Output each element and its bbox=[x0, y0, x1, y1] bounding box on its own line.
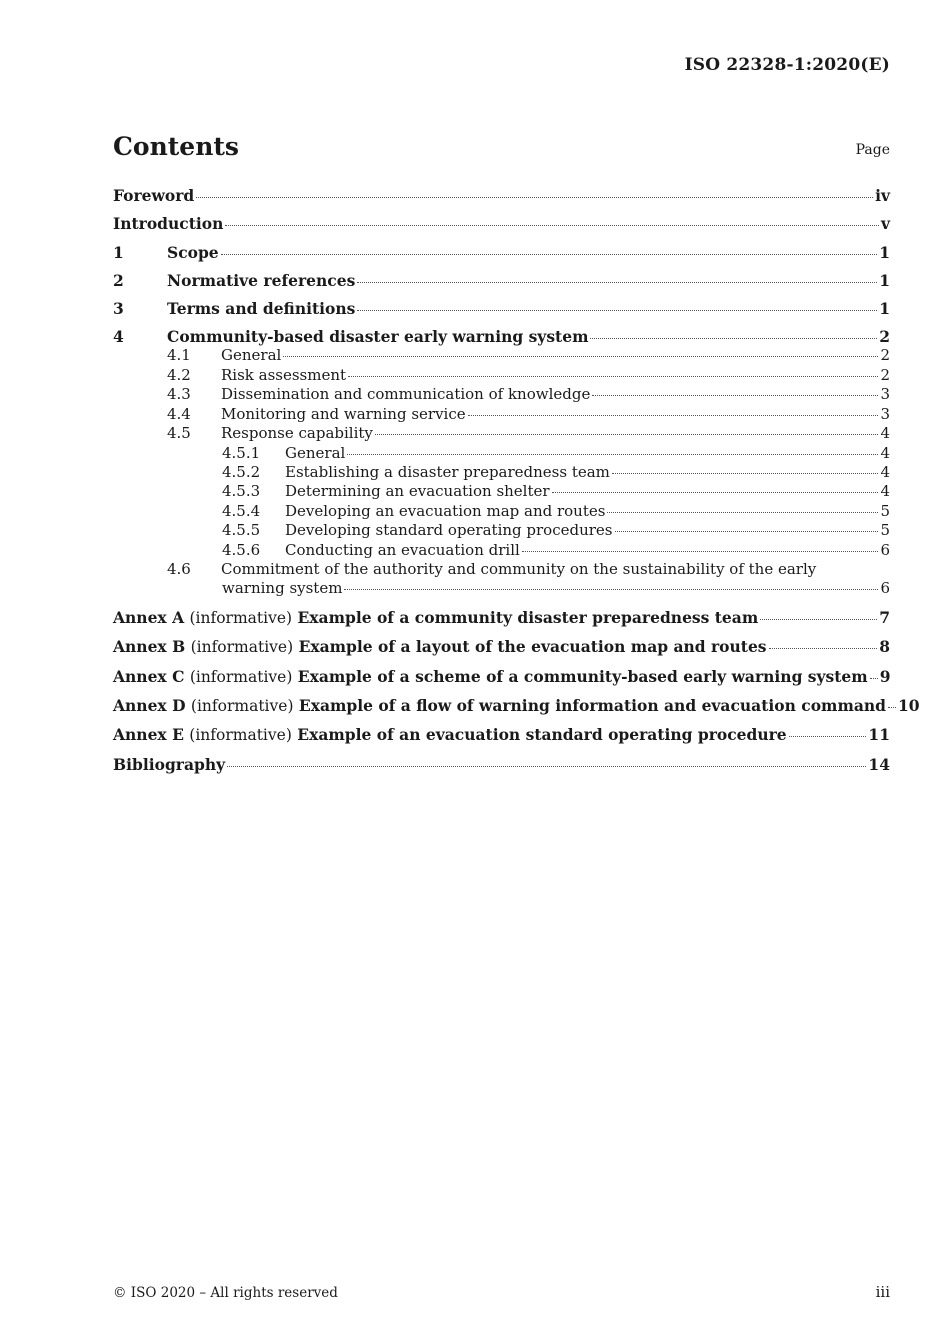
dot-leader bbox=[357, 282, 877, 283]
dot-leader bbox=[522, 551, 879, 552]
toc-entry-page: 4 bbox=[880, 482, 890, 501]
clause-number: 4.4 bbox=[167, 404, 191, 423]
toc-entry-title: Dissemination and communication of knowledge bbox=[221, 385, 591, 404]
toc-entry-title: Commitment of the authority and community on the sustainability of the early bbox=[221, 559, 817, 578]
annex-label: Annex D bbox=[113, 695, 186, 715]
dot-leader bbox=[888, 707, 896, 708]
annex-title: Example of a layout of the evacuation map and routes bbox=[298, 637, 767, 657]
toc-entry-4-5-3[interactable] bbox=[113, 482, 890, 501]
toc-entry-4-6[interactable] bbox=[113, 560, 890, 579]
toc-entry-page: 1 bbox=[879, 270, 890, 290]
toc-entry-title: Conducting an evacuation drill bbox=[285, 540, 520, 559]
toc-entry-title: Developing standard operating procedures bbox=[285, 521, 613, 540]
dot-leader bbox=[283, 356, 878, 357]
annex-type: (informative) bbox=[189, 609, 293, 628]
clause-number: 4.1 bbox=[167, 346, 191, 365]
toc-entry-title: Risk assessment bbox=[221, 365, 347, 384]
toc-entry-title: Community-based disaster early warning system bbox=[167, 327, 589, 347]
toc-entry-page: 14 bbox=[868, 754, 890, 774]
annex-type: (informative) bbox=[190, 696, 294, 715]
dot-leader bbox=[612, 473, 879, 474]
toc-entry-foreword[interactable] bbox=[113, 186, 890, 205]
dot-leader bbox=[344, 589, 878, 590]
toc-entry-title: Response capability bbox=[221, 424, 373, 443]
toc-entry-4-2[interactable] bbox=[113, 366, 890, 385]
annex-label: Annex A bbox=[113, 608, 185, 628]
clause-number: 4.5.6 bbox=[222, 540, 261, 559]
toc-entry-page: iv bbox=[875, 186, 890, 205]
toc-entry-page: 4 bbox=[880, 462, 890, 481]
annex-label: Annex C bbox=[113, 666, 185, 686]
toc-entry-page: 6 bbox=[880, 540, 890, 559]
clause-number: 4.5.3 bbox=[222, 482, 261, 501]
toc-entry-page: 2 bbox=[880, 346, 890, 365]
annex-label: Annex B bbox=[113, 637, 186, 657]
toc-entry-4-4[interactable] bbox=[113, 405, 890, 424]
toc-entry-4-5[interactable] bbox=[113, 424, 890, 443]
dot-leader bbox=[760, 619, 877, 620]
copyright-notice: © ISO 2020 – All rights reserved bbox=[113, 1285, 338, 1301]
annex-title: Example of a community disaster preparedness team bbox=[297, 608, 759, 628]
toc-entry-page: v bbox=[880, 214, 890, 234]
page-number: iii bbox=[875, 1283, 890, 1301]
toc-entry-4-5-2[interactable] bbox=[113, 463, 890, 482]
annex-type: (informative) bbox=[189, 726, 292, 745]
clause-number: 4.5 bbox=[167, 424, 191, 443]
clause-number: 4.3 bbox=[167, 385, 191, 404]
toc-entry-clause-1[interactable] bbox=[113, 243, 890, 262]
annex-type: (informative) bbox=[189, 667, 293, 686]
dot-leader bbox=[225, 225, 879, 226]
toc-entry-page: 4 bbox=[880, 424, 890, 443]
toc-entry-page: 5 bbox=[880, 501, 890, 520]
toc-entry-annex-e[interactable] bbox=[113, 725, 890, 745]
toc-entry-page: 7 bbox=[879, 608, 890, 628]
page-column-label: Page bbox=[855, 142, 890, 158]
annex-title: Example of a flow of warning information and evacuation command bbox=[298, 695, 887, 715]
toc-entry-page: 3 bbox=[880, 404, 890, 423]
toc-entry-title: Foreword bbox=[113, 186, 195, 205]
toc-entry-page: 5 bbox=[880, 521, 890, 540]
dot-leader bbox=[357, 310, 877, 311]
clause-number: 4.5.2 bbox=[222, 462, 261, 481]
dot-leader bbox=[468, 415, 879, 416]
toc-entry-title: General bbox=[285, 443, 346, 462]
toc-entry-4-1[interactable] bbox=[113, 346, 890, 365]
toc-entry-annex-a[interactable] bbox=[113, 608, 890, 628]
toc-entry-title bbox=[113, 725, 787, 745]
toc-entry-bibliography[interactable] bbox=[113, 755, 890, 774]
toc-entry-page: 1 bbox=[879, 299, 890, 319]
toc-entry-title bbox=[113, 637, 767, 657]
toc-entry-page: 8 bbox=[879, 637, 890, 657]
toc-entry-annex-b[interactable] bbox=[113, 637, 890, 657]
toc-entry-title: Terms and definitions bbox=[167, 299, 356, 319]
dot-leader bbox=[590, 338, 877, 339]
clause-number: 1 bbox=[113, 242, 124, 262]
toc-entry-page: 9 bbox=[879, 666, 891, 686]
dot-leader bbox=[607, 512, 878, 513]
dot-leader bbox=[196, 197, 873, 198]
toc-entry-4-5-6[interactable] bbox=[113, 541, 890, 560]
toc-entry-page: 10 bbox=[898, 695, 920, 715]
clause-number: 4 bbox=[113, 327, 124, 347]
toc-entry-title bbox=[113, 608, 758, 628]
toc-entry-page: 11 bbox=[868, 725, 890, 745]
toc-entry-4-5-5[interactable] bbox=[113, 521, 890, 540]
dot-leader bbox=[615, 531, 879, 532]
dot-leader bbox=[870, 678, 878, 679]
dot-leader bbox=[347, 454, 878, 455]
toc-entry-4-3[interactable] bbox=[113, 385, 890, 404]
toc-entry-title: Bibliography bbox=[113, 754, 226, 774]
toc-entry-clause-4[interactable] bbox=[113, 327, 890, 346]
toc-entry-annex-d[interactable] bbox=[113, 695, 920, 716]
clause-number: 4.2 bbox=[167, 365, 191, 384]
toc-entry-clause-2[interactable] bbox=[113, 271, 890, 290]
dot-leader bbox=[221, 254, 878, 255]
toc-entry-title: Determining an evacuation shelter bbox=[285, 482, 550, 501]
clause-number: 2 bbox=[113, 270, 124, 290]
toc-entry-title bbox=[113, 667, 868, 687]
toc-entry-title-continued: warning system bbox=[222, 579, 343, 598]
toc-entry-title: General bbox=[221, 346, 282, 365]
clause-number: 3 bbox=[113, 299, 124, 319]
toc-entry-page: 2 bbox=[880, 365, 890, 384]
dot-leader bbox=[375, 434, 879, 435]
annex-title: Example of a scheme of a community-based early warning system bbox=[297, 666, 868, 686]
toc-entry-4-6-continued[interactable] bbox=[113, 579, 890, 598]
dot-leader bbox=[769, 648, 878, 649]
toc-entry-page: 4 bbox=[880, 443, 890, 462]
annex-label: Annex E bbox=[113, 725, 184, 745]
toc-entry-title: Monitoring and warning service bbox=[221, 404, 466, 423]
toc-entry-page: 6 bbox=[880, 579, 890, 598]
toc-entry-title: Developing an evacuation map and routes bbox=[285, 501, 606, 520]
toc-entry-clause-3[interactable] bbox=[113, 299, 890, 318]
dot-leader bbox=[789, 736, 867, 737]
toc-entry-page: 3 bbox=[880, 385, 890, 404]
toc-entry-title: Introduction bbox=[113, 214, 224, 234]
toc-entry-title bbox=[113, 696, 886, 716]
standard-identifier: ISO 22328-1:2020(E) bbox=[684, 55, 890, 75]
toc-entry-introduction[interactable] bbox=[113, 214, 890, 233]
dot-leader bbox=[227, 766, 866, 767]
toc-entry-4-5-4[interactable] bbox=[113, 502, 890, 521]
clause-number: 4.5.4 bbox=[222, 501, 261, 520]
toc-entry-4-5-1[interactable] bbox=[113, 444, 890, 463]
toc-entry-page: 2 bbox=[879, 327, 890, 347]
annex-title: Example of an evacuation standard operating procedure bbox=[297, 725, 787, 745]
toc-entry-title: Establishing a disaster preparedness team bbox=[285, 462, 610, 481]
clause-number: 4.5.1 bbox=[222, 443, 261, 462]
toc-entry-page: 1 bbox=[879, 242, 890, 262]
clause-number: 4.5.5 bbox=[222, 521, 261, 540]
clause-number: 4.6 bbox=[167, 559, 191, 578]
dot-leader bbox=[592, 395, 878, 396]
toc-entry-title: Scope bbox=[167, 242, 219, 262]
toc-entry-title: Normative references bbox=[167, 270, 356, 290]
dot-leader bbox=[552, 492, 879, 493]
table-of-contents bbox=[113, 186, 920, 774]
contents-heading: Contents bbox=[113, 132, 240, 161]
dot-leader bbox=[348, 376, 878, 377]
annex-type: (informative) bbox=[190, 638, 294, 657]
toc-entry-annex-c[interactable] bbox=[113, 667, 890, 687]
